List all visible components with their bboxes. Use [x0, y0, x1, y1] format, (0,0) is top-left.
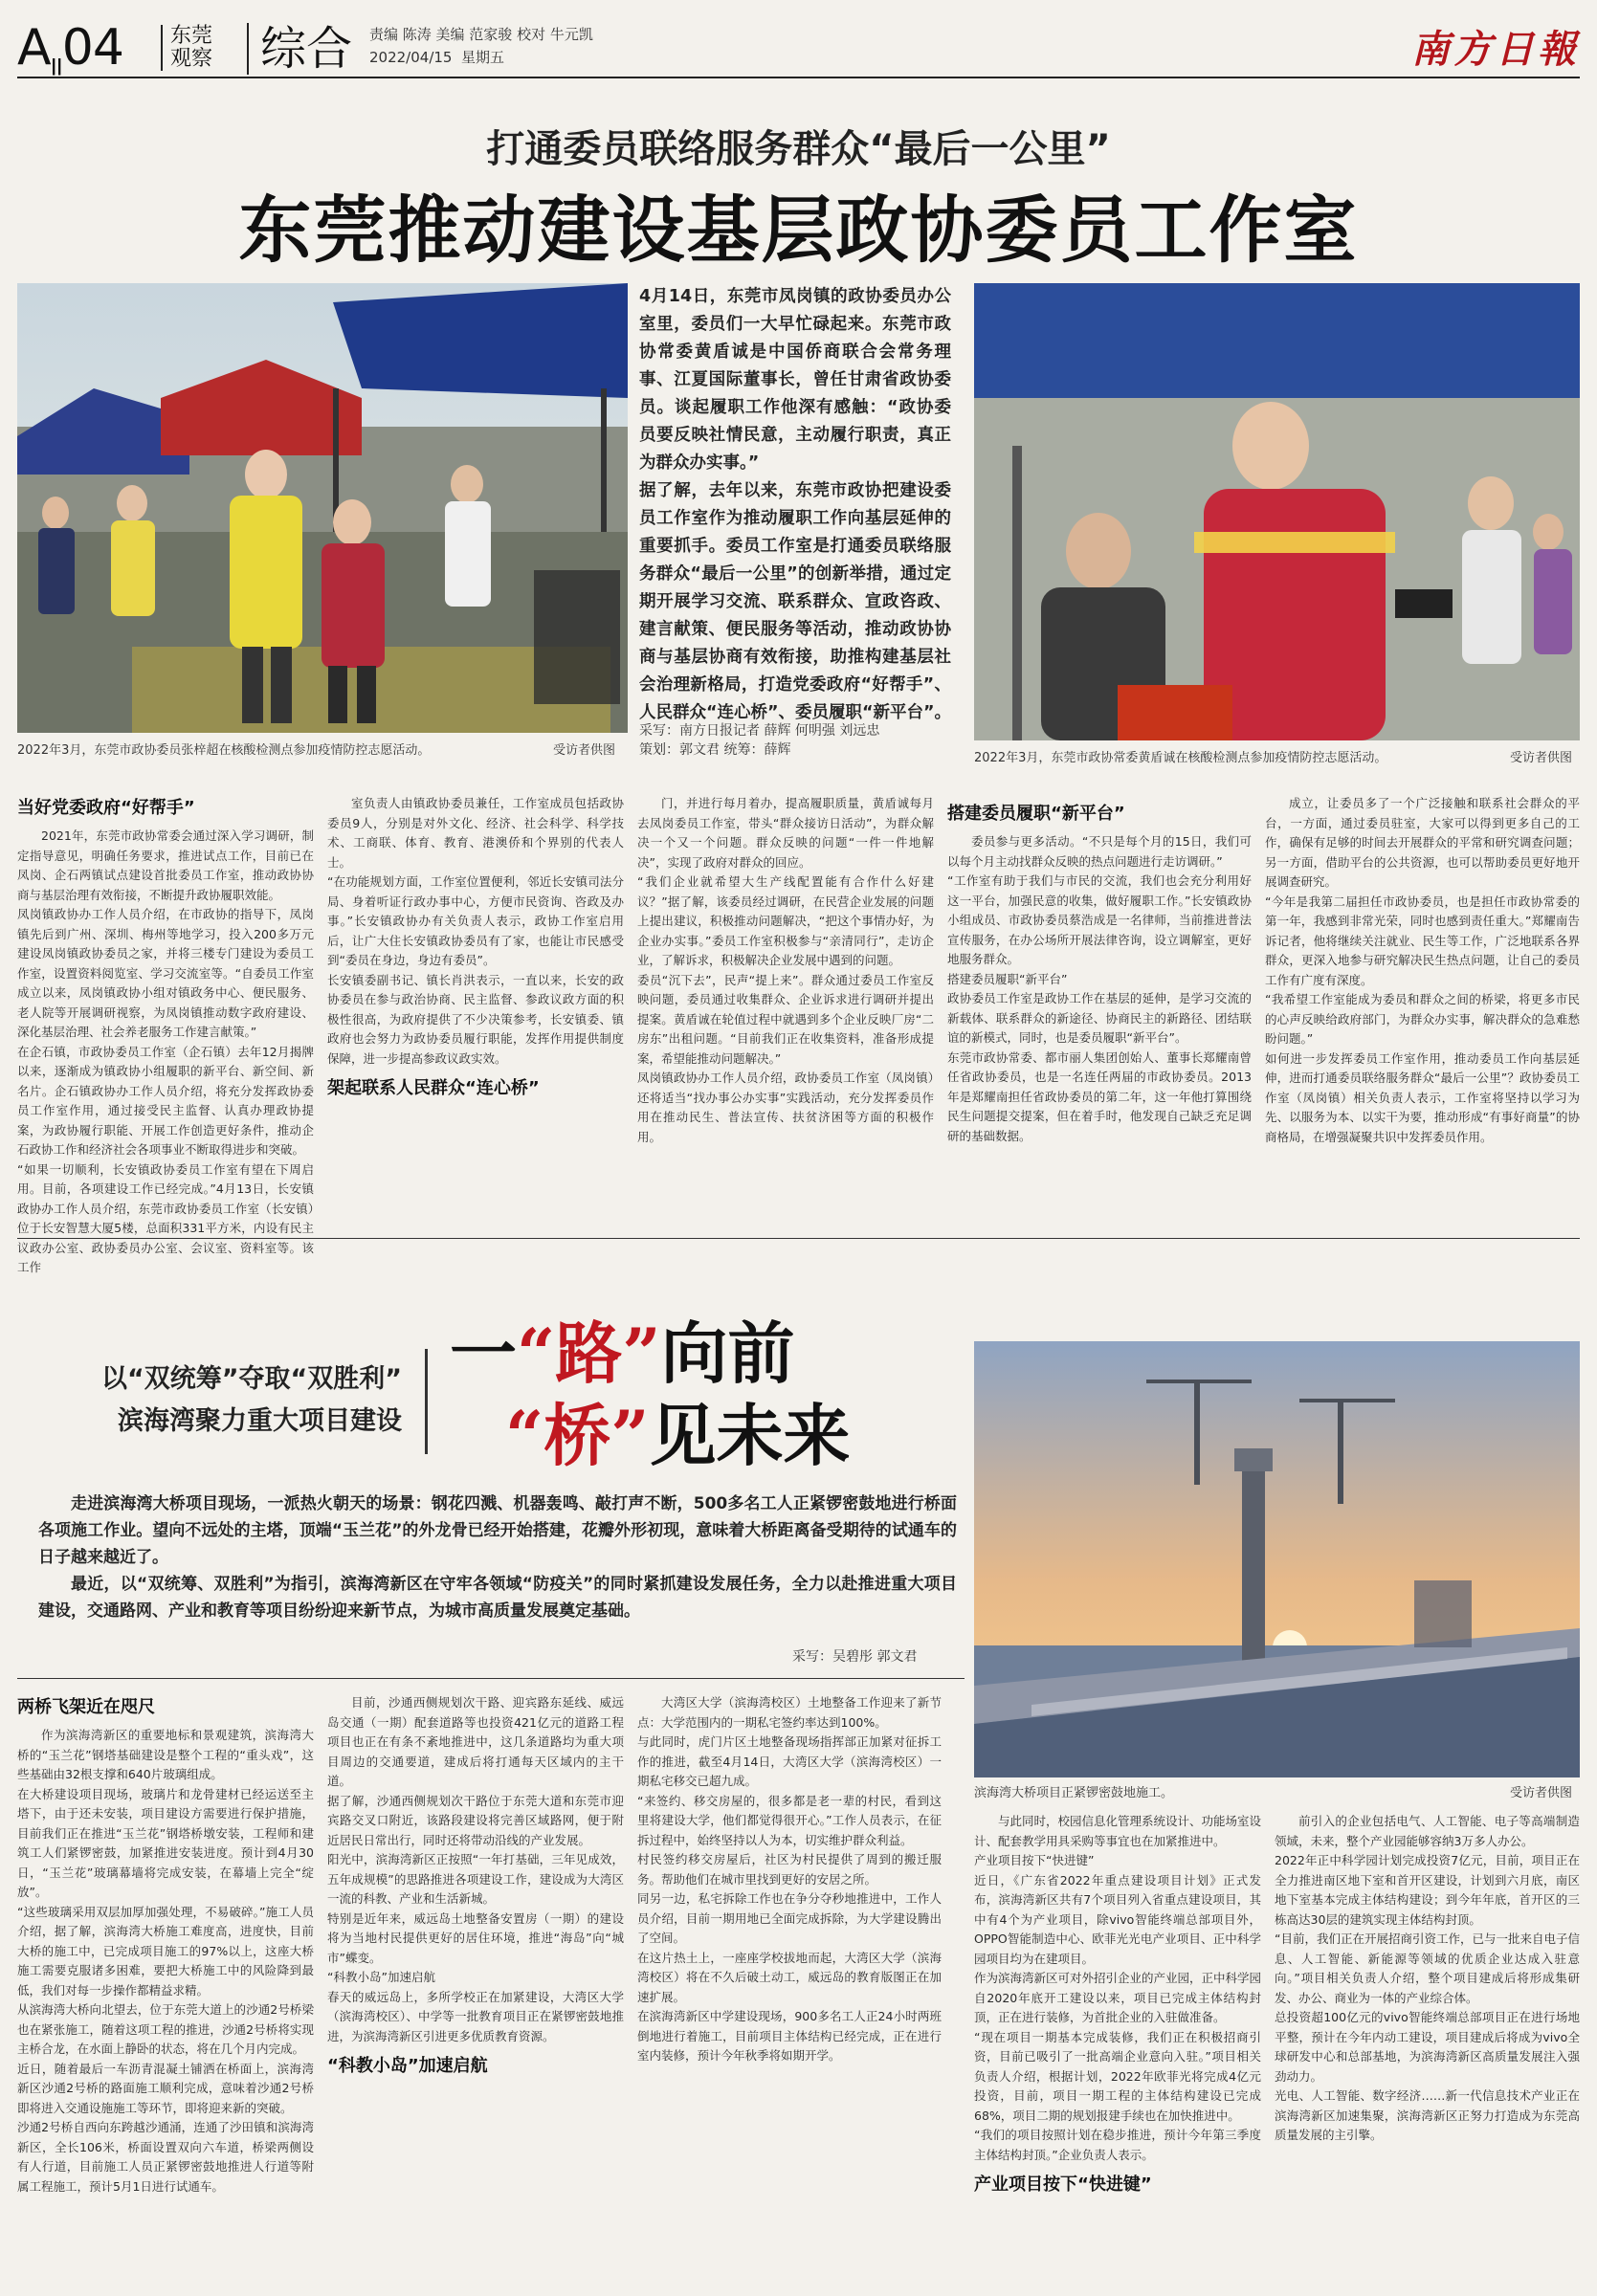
story2-byline: 采写：吴碧彤 郭文君 [792, 1649, 918, 1665]
story2-column-3-text: 大湾区大学（滨海湾校区）土地整备工作迎来了新节点：大学范围内的一期私宅签约率达到100%。 与此同时，虎门片区土地整备现场指挥部正加紧对征拆工作的推进，截至4月14日，大湾区大学（滨海湾校区）一期私宅移交已超九成。 “来签约、移交房屋的，很多都是老一辈的村民，看到这里将建设大学，他们都觉得很开心。”工作人员表示，在征拆过程中，始终坚持以人为本，切实维护群众利益。 村民签约移交房屋后，社区为村民提供了周到的搬迁服务。帮助他们在城市里找到更好的安居之所。 同另一边，私宅拆除工作也在争分夺秒地推进中，工作人员介绍，目前一期用地已全面完成拆除，为大学建设腾出了空间。 在这片热土上，一座座学校拔地而起，大湾区大学（滨海湾校区）将在不久后破土动工，威远岛的教育版图正在加速扩展。 在滨海湾新区中学建设现场，900多名工人正24小时两班倒地进行着施工，目前项目主体结构已经完成，正在进行室内装修，预计今年秋季将如期开学。 [637, 1695, 942, 2063]
volunteer-photo-left [17, 283, 628, 733]
story1-lead [639, 283, 951, 727]
story1-column-2-text: 室负责人由镇政协委员兼任，工作室成员包括政协委员9人，分别是对外文化、经济、社会科学、科学技术、工商联、体育、教育、港澳侨和个界别的代表人士。 “在功能规划方面，工作室位置便利，邻近长安镇司法分局、身着听证行政办事中心，方便市民资询、咨政及办事。”长安镇政协办有关负责人表示，政协工作室启用后，让广大住长安镇政协委员有了家，也能让市民感受到“委员在身边，身边有委员”。 长安镇委副书记、镇长肖洪表示，一直以来，长安的政协委员在参与政治协商、民主监督、参政议政方面的积极性很高，为政府提供了不少决策参考，长安镇委、镇政府也会努力为政协委员履行职能，发挥作用提供制度保障，进一步提高参政议政实效。 [327, 796, 624, 1066]
photo-right-caption: 2022年3月，东莞市政协常委黄盾诚在核酸检测点参加疫情防控志愿活动。 [974, 751, 1387, 765]
story2-subhead-3: 产业项目按下“快进键” [974, 2175, 1152, 2195]
story2-column-1-text: 作为滨海湾新区的重要地标和景观建筑，滨海湾大桥的“玉兰花”钢塔基础建设是整个工程的“重头戏”，这些基础由32根支撑和640片玻璃组成。 在大桥建设项目现场，玻璃片和龙骨建材已经运送至主塔下，由于还未安装，项目建设方需要进行保护措施，目前我们正在推进“玉兰花”钢塔桥墩安装，工程师和建筑工人们紧锣密鼓，加紧推进安装进度。预计到4月30日，“玉兰花”玻璃幕墙将完成安装，在幕墙上完全“绽放”。 “这些玻璃采用双层加厚加强处理，不易破碎。”施工人员介绍，据了解，滨海湾大桥施工难度高，进度快，目前大桥的施工中，已完成项目施工的97%以上，这座大桥施工需要克服诸多困难，要把大桥施工中的风险降到最低，我们对每一步操作都精益求精。 从滨海湾大桥向北望去，位于东莞大道上的沙通2号桥梁也在紧张施工，随着这项工程的推进，沙通2号桥将实现主桥合龙，在水面上静卧的状态，将在几个月内完成。 近日，随着最后一车沥青混凝土铺洒在桥面上，滨海湾新区沙通2号桥的路面施工顺利完成，意味着沙通2号桥即将进入交通设施施工等环节，即将迎来新的突破。 沙通2号桥自西向东跨越沙通涌，连通了沙田镇和滨海湾新区，全长106米，桥面设置双向六车道，桥梁两侧设有人行道，目前施工人员正紧锣密鼓地推进人行道等附属工程施工，预计5月1日进行试通车。 [17, 1728, 314, 2194]
bridge-photo-caption: 滨海湾大桥项目正紧锣密鼓地施工。 [974, 1786, 1174, 1800]
story1-column-3-text: 门，并进行每月着办，提高履职质量，黄盾诚每月去凤岗委员工作室，带头“群众接访日活动”，为群众解决一个又一个问题。群众反映的问题“一件一件地解决”，实现了政府对群众的回应。 “我们企业就希望大生产线配置能有合作什么好建议？”据了解，该委员经过调研，在民营企业发展的问题上提出建议，积极推动问题解决，“把这个事情办好，为企业办实事。”委员工作室积极参与“亲清同行”，走访企业，了解诉求，积极解决企业发展中遇到的问题。 委员“沉下去”，民声“提上来”。群众通过委员工作室反映问题，委员通过收集群众、企业诉求进行调研并提出提案。黄盾诚在轮值过程中就遇到多个企业反映厂房“二房东”出租问题。“目前我们正在收集资料，准备形成提案，希望能推动问题解决。” 凤岗镇政协办工作人员介绍，政协委员工作室（凤岗镇）还将适当“找办事公办实事”实践活动，充分发挥委员作用在推动民生、普法宣传、扶贫济困等方面的积极作用。 [637, 796, 934, 1144]
story1-column-4-text: 委员参与更多活动。“不只是每个月的15日，我们可以每个月主动找群众反映的热点问题进行走访调研。” “工作室有助于我们与市民的交流，我们也会充分利用好这一平台，加强民意的收集，做好履职工作。”长安镇政协小组成员、市政协委员蔡浩成是一名律师，当前推进普法宣传服务，在办公场所开展法律咨询，设立调解室，更好地服务群众。 搭建委员履职“新平台” 政协委员工作室是政协工作在基层的延伸，是学习交流的新载体、联系群众的新途径、协商民主的新路径、团结联谊的新模式，同时，也是委员履职“新平台”。 东莞市政协常委、都市丽人集团创始人、董事长郑耀南曾任省政协委员，也是一名连任两届的市政协委员。2013年是郑耀南担任省政协委员的第二年，这一年他打算围绕民生问题提交提案，但在着手时，他发现自己缺乏充足调研的基础数据。 [947, 834, 1252, 1143]
story2-lead [38, 1490, 957, 1624]
story1-byline: 采写：南方日报记者 薛辉 何明强 刘远忠 策划：郭文君 统筹：薛辉 [639, 723, 880, 758]
story1-headline: 东莞推动建设基层政协委员工作室 [238, 188, 1359, 273]
story1-column-1 [17, 788, 314, 1274]
story2-subhead-2: “科教小岛”加速启航 [327, 2056, 488, 2076]
photo-left-credit: 受访者供图 [553, 743, 616, 758]
story1-column-1-text: 2021年，东莞市政协常委会通过深入学习调研，制定指导意见，明确任务要求，推进试点工作，目前已在凤岗、企石两镇试点建设首批委员工作室，推动政协协商与基层治理有效衔接，不断提升政协履职效能。 凤岗镇政协办工作人员介绍，在市政协的指导下，凤岗镇先后到广州、深圳、梅州等地学习，投入200多万元建设凤岗镇政协委员之家，并将三楼专门建设为委员工作室，设置资料阅览室、学习交流室等。“自委员工作室成立以来，凤岗镇政协小组对镇政务中心、便民服务、老人院等开展调研视察，为凤岗镇推动数字政府建设、深化基层治理、社会养老服务工作建言献策。” 在企石镇，市政协委员工作室（企石镇）去年12月揭牌以来，逐渐成为镇政协小组履职的新平台、新空间、新名片。企石镇政协办工作人员介绍，将充分发挥政协委员工作室作用，通过接受民主监督、认真办理政协提案，为政协履行职能、开展工作创造更好条件，推动企石政协工作和经济社会各项事业不断取得进步和突破。 “如果一切顺利，长安镇政协委员工作室有望在下周启用。目前，各项建设工作已经完成。”4月13日，长安镇政协办工作人员介绍，东莞市政协委员工作室（长安镇）位于长安智慧大厦5楼，总面积331平方米，内设有民主议政办公室、政协委员办公室、会议室、资料室等。该工作 [17, 828, 314, 1274]
photo-right-credit: 受访者供图 [1510, 751, 1573, 765]
story2-column-1 [17, 1688, 314, 2286]
story2-column-3 [637, 1693, 942, 2286]
story1-column-5-text: 成立，让委员多了一个广泛接触和联系社会群众的平台，一方面，通过委员驻室，大家可以得到更多自己的工作，确保有足够的时间去开展群众的平常和研究调查问题；另一方面，借助平台的公共资源，也可以帮助委员更好地开展调查研究。 “今年是我第二届担任市政协委员，也是担任市政协常委的第一年，我感到非常光荣，同时也感到责任重大。”郑耀南告诉记者，他将继续关注就业、民生等工作，广泛地联系各界群众，更深入地参与研究解决民生热点问题，让自己的委员工作有广度有深度。 “我希望工作室能成为委员和群众之间的桥梁，将更多市民的心声反映给政府部门，为群众办实事，解决群众的急难愁盼问题。” 如何进一步发挥委员工作室作用，推动委员工作向基层延伸，进而打通委员联络服务群众“最后一公里”？政协委员工作室（凤岗镇）相关负责人表示，工作室将坚持以学习为先、以服务为本、以实干为要，推动形成“有事好商量”的协商格局，在增强凝聚共识中发挥委员作用。 [1265, 796, 1580, 1144]
story2-headline-line-1: 一“路”向前 [450, 1314, 795, 1393]
section-name: 综合 [247, 23, 352, 75]
story1-column-4 [947, 794, 1252, 1228]
story1-subhead-2: 架起联系人民群众“连心桥” [327, 1078, 540, 1098]
story2-column-5-text: 前引入的企业包括电气、人工智能、电子等高端制造领域，未来，整个产业园能够容纳3万多人办公。 2022年正中科学园计划完成投资7亿元，目前，项目正在全力推进南区地下室和首开区建设，计划到六月底，南区地下室基本完成主体结构建设；到今年年底，首开区的三栋高达30层的建筑实现主体结构封顶。 “目前，我们正在开展招商引资工作，已与一批来自电子信息、人工智能、新能源等领域的优质企业达成入驻意向。”项目相关负责人介绍，整个项目建成后将形成集研发、办公、商业为一体的产业综合体。 总投资超100亿元的vivo智能终端总部项目正在进行场地平整，预计在今年内动工建设，项目建成后将成为vivo全球研发中心和总部基地，为滨海湾新区高质量发展注入强劲动力。 光电、人工智能、数字经济……新一代信息技术产业正在滨海湾新区加速集聚，滨海湾新区正努力打造成为东莞高质量发展的主引擎。 [1275, 1814, 1580, 2142]
story1-column-5 [1265, 794, 1580, 1228]
story2-column-4 [974, 1812, 1261, 2286]
story2-lead-p1: 走进滨海湾大桥项目现场，一派热火朝天的场景：钢花四溅、机器轰鸣、敲打声不断，500多名工人正紧锣密鼓地进行桥面各项施工作业。望向不远处的主塔，顶端“玉兰花”的外龙骨已经开始搭建，花瓣外形初现，意味着大桥距离备受期待的试通车的日子越来越近了。 [38, 1494, 957, 1567]
story1-column-3 [637, 794, 934, 1228]
masthead [17, 19, 1580, 81]
dateline: 2022/04/15 星期五 [369, 49, 505, 66]
story2-column-5 [1275, 1812, 1580, 2286]
photo-right [974, 283, 1580, 740]
section-box: 东莞 观察 [161, 25, 212, 71]
photo-left-caption: 2022年3月，东莞市政协委员张梓超在核酸检测点参加疫情防控志愿活动。 [17, 743, 431, 758]
page-code: $A_{II}04$ [17, 19, 123, 81]
story1-lead-p1: 4月14日，东莞市凤岗镇的政协委员办公室里，委员们一大早忙碌起来。东莞市政协常委黄盾诚是中国侨商联合会常务理事、江夏国际董事长，曾任甘肃省政协委员。谈起履职工作他深有感触：“政协委员要反映社情民意，主动履行职责，真正为群众办实事。” [639, 287, 951, 473]
story2-kicker [38, 1358, 402, 1443]
story1-subhead-1: 当好党委政府“好帮手” [17, 798, 195, 818]
photo-left [17, 283, 628, 733]
story2-headline [450, 1313, 966, 1477]
story1-lead-p2: 据了解，去年以来，东莞市政协把建设委员工作室作为推动履职工作向基层延伸的重要抓手。委员工作室是打通委员联络服务群众“最后一公里”的创新举措，通过定期开展学习交流、联系群众、宣政咨政、建言献策、便民服务等活动，推动政协协商与基层协商有效衔接，助推构建基层社会治理新格局，打造党委政府“好帮手”、人民群众“连心桥”、委员履职“新平台”。 [639, 481, 952, 722]
story2-lead-p2: 最近，以“双统筹、双胜利”为指引，滨海湾新区在守牢各领域“防疫关”的同时紧抓建设发展任务，全力以赴推进重大项目建设，交通路网、产业和教育等项目纷纷迎来新节点，为城市高质量发展奠定基础。 [38, 1575, 957, 1621]
story2-column-2 [327, 1693, 624, 2286]
story2-headline-line-2: “桥”见未来 [505, 1396, 851, 1475]
story1-kicker: 打通委员联络服务群众“最后一公里” [486, 127, 1111, 171]
story2-subhead-1: 两桥飞架近在咫尺 [17, 1697, 155, 1717]
story1-subhead-3: 搭建委员履职“新平台” [947, 804, 1125, 824]
story2-kicker-line-1: 以“双统筹”夺取“双胜利” [101, 1364, 402, 1394]
bridge-photo-credit: 受访者供图 [1510, 1786, 1573, 1800]
paper-logo: 南方日報 [1411, 27, 1580, 72]
bridge-construction-photo [974, 1341, 1580, 1777]
story-divider [17, 1238, 1580, 1239]
story1-column-2 [327, 794, 624, 1228]
editor-credits: 责编 陈涛 美编 范家骏 校对 牛元凯 [369, 26, 593, 43]
story2-lead-divider [17, 1678, 965, 1679]
volunteer-photo-right [974, 283, 1580, 740]
bridge-photo [974, 1341, 1580, 1777]
story2-column-2-text: 目前，沙通西侧规划次干路、迎宾路东延线、威远岛交通（一期）配套道路等也投资421亿元的道路工程项目也正在有条不紊地推进中，这几条道路均为重大项目周边的交通要道，建成后将打通每天区域内的主干道。 据了解，沙通西侧规划次干路位于东莞大道和东莞市迎宾路交叉口附近，该路段建设将完善区域路网，便于附近居民日常出行，同时还将带动沿线的产业发展。 阳光中，滨海湾新区正按照“一年打基础，三年见成效，五年成规模”的思路推进各项建设工作，建设成为大湾区一流的科教、产业和生活新城。 特别是近年来，威远岛土地整备安置房（一期）的建设将为当地村民提供更好的居住环境，推进“海岛”向“城市”蝶变。 “科教小岛”加速启航 春天的威远岛上，多所学校正在加紧建设，大湾区大学（滨海湾校区）、中学等一批教育项目正在紧锣密鼓地推进，为滨海湾新区引进更多优质教育资源。 [327, 1695, 624, 2043]
story2-headline-rule [425, 1349, 428, 1454]
story2-kicker-line-2: 滨海湾聚力重大项目建设 [118, 1406, 402, 1436]
story2-column-4-text: 与此同时，校园信息化管理系统设计、功能场室设计、配套教学用具采购等事宜也在加紧推进中。 产业项目按下“快进键” 近日，《广东省2022年重点建设项目计划》正式发布，滨海湾新区共有7个项目列入省重点建设项目，其中有4个为产业项目，除vivo智能终端总部项目外，OPPO智能制造中心、欧菲光光电产业项目、正中科学园项目均为在建项目。 作为滨海湾新区可对外招引企业的产业园，正中科学园自2020年底开工建设以来，项目已完成主体结构封顶，正在进行装修，为首批企业的入驻做准备。 “现在项目一期基本完成装修，我们正在积极招商引资，目前已吸引了一批高端企业意向入驻。”项目相关负责人介绍，根据计划，2022年欧菲光将完成4亿元投资，目前，项目一期工程的主体结构建设已完成68%，项目二期的规划报建手续也在加快推进中。 “我们的项目按照计划在稳步推进，预计今年第三季度主体结构封顶。”企业负责人表示。 [974, 1814, 1262, 2162]
